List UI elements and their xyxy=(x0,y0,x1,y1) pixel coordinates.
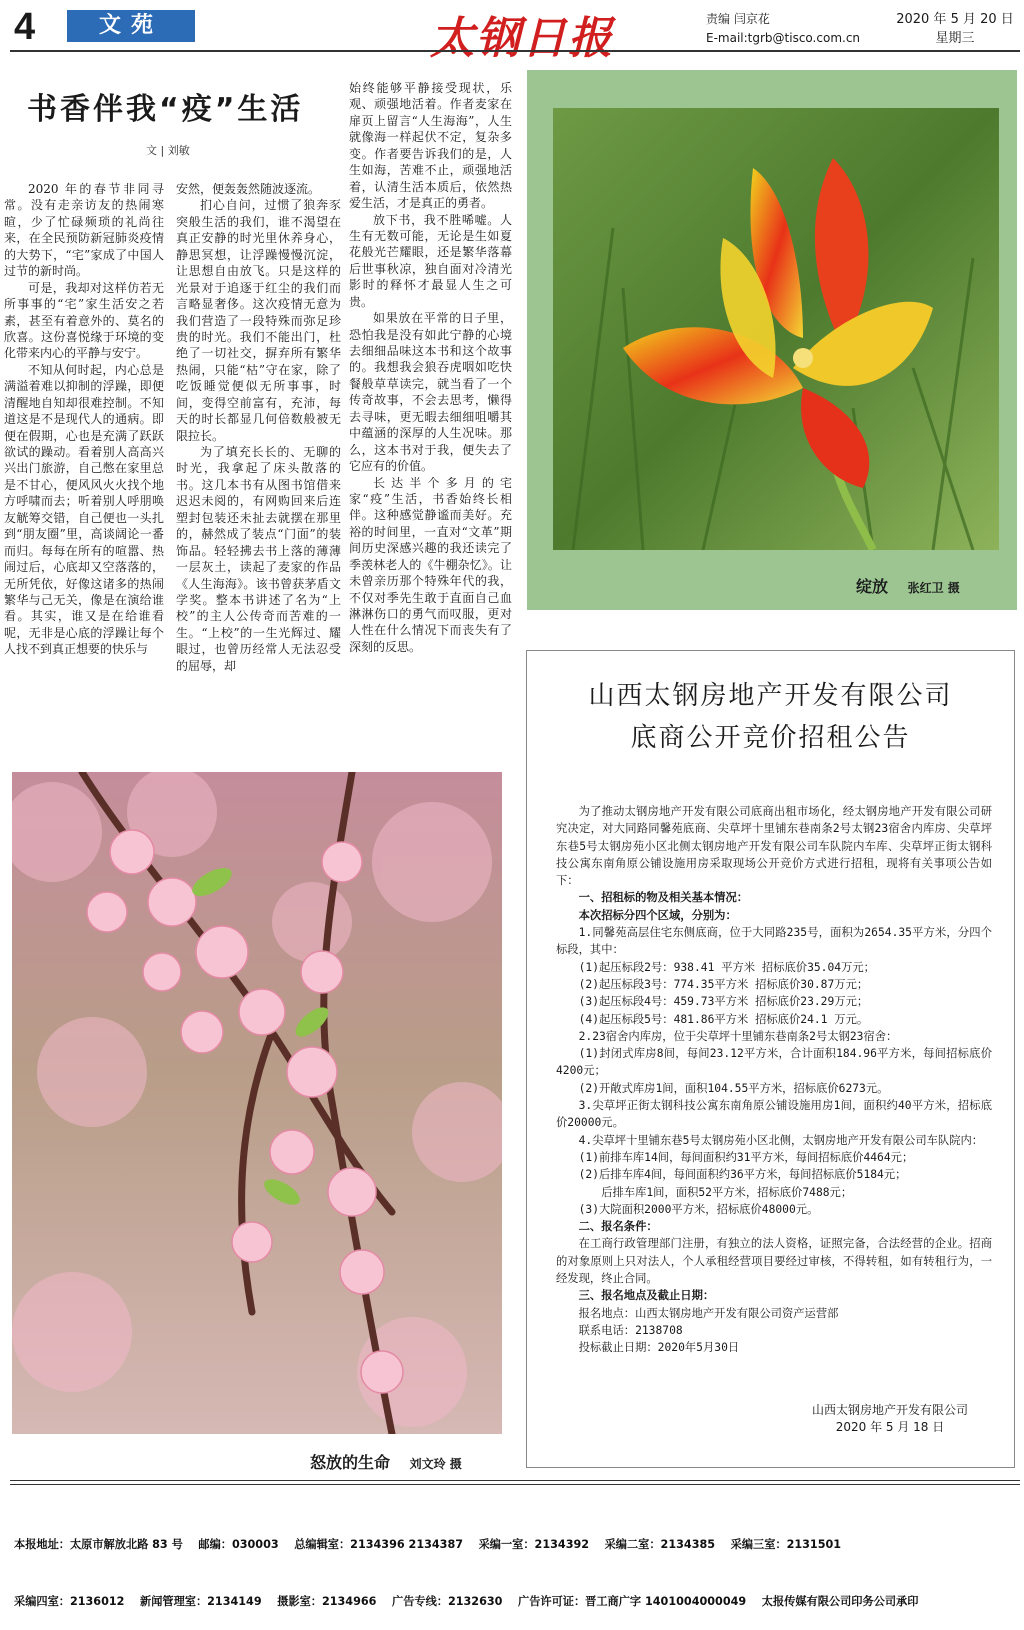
notice-item-2-1: (1)封闭式库房8间，每间23.12平方米，合计面积184.96平方米，每间招标底价4200元； xyxy=(556,1047,992,1078)
notice-signature xyxy=(760,1402,1020,1436)
notice-phone: 联系电话：2138708 xyxy=(578,1323,683,1337)
article-paragraph: 始终能够平静接受现状，乐观、顽强地活着。作者麦家在扉页上留言“人生海海”，人生就像海一样起伏不定，复杂多变。作者要告诉我们的是，人生如海，苦难不止，顽强地活着，认清生活本质后，依然热爱生活，才是真正的勇者。 xyxy=(349,81,512,211)
notice-item-4-2b: 后排车库1间，面积52平方米，招标底价7488元； xyxy=(601,1185,853,1199)
paper-logo: 太钢日报 xyxy=(430,13,614,64)
article-paragraph: 放下书，我不胜唏嘘。人生有无数可能，无论是生如夏花般光芒耀眼，还是繁华落幕后世事秋凉，独自面对冷清光影时的释怀才最显人生之可贵。 xyxy=(349,212,512,309)
notice-sign-date: 2020 年 5 月 18 日 xyxy=(835,1420,945,1434)
notice-item-4-1: (1)前排车库14间，每间面积约31平方米，每间招标底价4464元； xyxy=(578,1150,914,1164)
notice-heading-2: 二、报名条件： xyxy=(578,1220,658,1234)
notice-place: 报名地点：山西太钢房地产开发有限公司资产运营部 xyxy=(578,1306,839,1320)
notice-conditions: 在工商行政管理部门注册，有独立的法人资格，证照完备，合法经营的企业。招商的对象原则上只对法人，个人承租经营项目要经过审核，不得转租，如有转租行为，一经发现，终止合同。 xyxy=(556,1237,992,1286)
footer-rule-2 xyxy=(10,1484,1020,1485)
editor-name: 责编 闫京花 xyxy=(706,12,770,26)
page-number: 4 xyxy=(14,6,36,48)
notice-item-3: 3.尖草坪正街太钢科技公寓东南角原公铺设施用房1间，面积约40平方米，招标底价20000元。 xyxy=(556,1099,992,1130)
tulip-photo xyxy=(553,108,999,550)
blossom-caption xyxy=(310,1450,476,1473)
notice-item-1-2: (2)起压标段3号：774.35平方米 招标底价30.87万元； xyxy=(578,977,869,991)
notice-item-2: 2.23宿舍内库房，位于尖草坪十里铺东巷南条2号太钢23宿舍： xyxy=(578,1029,898,1043)
notice-item-4-3: (3)大院面积2000平方米，招标底价48000元。 xyxy=(578,1202,819,1216)
article-column-2 xyxy=(176,181,341,743)
notice-item-1: 1.同馨苑高层住宅东侧底商，位于大同路235号，面积为2654.35平方米，分四个标段，其中： xyxy=(556,926,992,957)
notice-body xyxy=(556,803,992,1357)
tulip-caption-title: 绽放 xyxy=(856,577,889,596)
article-paragraph: 长达半个多月的宅家“疫”生活，书香始终长相伴。这种感觉静谧而美好。充裕的时间里，一直对“文革”期间历史深感兴趣的我还读完了季羡林老人的《牛棚杂忆》。让未曾亲历那个特殊年代的我，不仅对季先生敢于直面自己血淋淋伤口的勇气而叹服，更对人性在什么情况下而丧失有了深刻的反思。 xyxy=(349,475,512,654)
blossom-photo xyxy=(12,772,502,1434)
issue-date xyxy=(892,10,1018,48)
article-paragraph: 2020 年的春节非同寻常。没有走亲访友的热闹寒暄，少了忙碌频琐的礼尚往来，在全民预防新冠肺炎疫情的大势下，“宅”家成了中国人过节的新时尚。 xyxy=(4,182,164,279)
footer xyxy=(14,1497,1014,1630)
notice-title-line-1: 山西太钢房地产开发有限公司 xyxy=(588,681,953,711)
notice-item-4: 4.尖草坪十里铺东巷5号太钢房苑小区北侧，太钢房地产开发有限公司车队院内： xyxy=(578,1133,984,1147)
article-paragraph: 扪心自问，过惯了狼奔豕突般生活的我们，谁不渴望在真正安静的时光里休养身心，静思冥想，让浮躁慢慢沉淀，让思想自由放飞。只是这样的光景对于追逐于红尘的我们而言略显奢侈。这次疫情无意为我们营造了一段特殊而弥足珍贵的时光。我们不能出门，杜绝了一切社交，摒弃所有繁华热闹，只能“枯”守在家，除了吃饭睡觉便似无所事事，时间，变得空前富有，充沛，每天的时长都显几何倍数般被无限拉长。 xyxy=(176,198,341,443)
notice-item-1-3: (3)起压标段4号：459.73平方米 招标底价23.29万元； xyxy=(578,995,869,1009)
notice-title-line-2: 底商公开竞价招租公告 xyxy=(630,722,911,753)
article-column-3 xyxy=(349,80,512,743)
tulip-caption-credit: 张红卫 摄 xyxy=(907,581,960,595)
blossom-caption-title: 怒放的生命 xyxy=(310,1453,391,1472)
article-paragraph: 为了填充长长的、无聊的时光，我拿起了床头散落的书。这几本书有从图书馆借来迟迟未阅的，有网购回来后连塑封包装还未扯去就摆在那里的，赫然成了装点“门面”的装饰品。轻轻拂去书上落的薄薄一层灰土，读起了麦家的作品《人生海海》。该书曾获茅盾文学奖。整本书讲述了名为“上校”的主人公传奇而苦难的一生。“上校”的一生光辉过、耀眼过，也曾历经常人无法忍受的屈辱，却 xyxy=(176,445,341,673)
notice-item-1-4: (4)起压标段5号：481.86平方米 招标底价24.1 万元。 xyxy=(578,1012,869,1026)
notice-heading-1: 一、招租标的物及相关基本情况： xyxy=(578,891,749,905)
notice-item-4-2: (2)后排车库4间，每间面积约36平方米，每间招标底价5184元； xyxy=(578,1168,907,1182)
section-label: 文苑 xyxy=(67,10,195,42)
notice-deadline: 投标截止日期：2020年5月30日 xyxy=(578,1341,740,1355)
article-paragraph: 安然，便轰轰然随波逐流。 xyxy=(176,182,321,196)
article-title: 书香伴我“疫”生活 xyxy=(27,92,304,127)
article-paragraph: 可是，我却对这样仿若无所事事的“宅”家生活安之若素，甚至有着意外的、莫名的欣喜。这份喜悦缘于环境的变化带来内心的平静与安宁。 xyxy=(4,280,164,361)
notice-sign-org: 山西太钢房地产开发有限公司 xyxy=(811,1403,968,1417)
notice-item-1-1: (1)起压标段2号：938.41 平方米 招标底价35.04万元； xyxy=(578,960,875,974)
article-column-1 xyxy=(4,181,164,743)
article-byline: 文 | 刘敏 xyxy=(146,144,190,157)
editor-email: E-mail:tgrb@tisco.com.cn xyxy=(706,31,861,45)
editor-info xyxy=(706,10,860,48)
article-paragraph: 不知从何时起，内心总是满溢着难以抑制的浮躁，即便清醒地自知却很难控制。不知道这是不是现代人的通病。即便在假期，心也是充满了跃跃欲试的躁动。看着别人高高兴兴出门旅游，自己憋在家里总是不甘心，便风风火火找个地方呼啸而去；听着别人呼朋唤友觥筹交错，自己便也一头扎到“朋友圈”里，高谈阔论一番而归。每每在所有的喧嚣、热闹过后，心底却又空落落的，无所凭依，好像这诸多的热闹繁华与己无关，像是在演给谁看。其实，谁又是在给谁看呢，无非是心底的浮躁让每个人找不到真正想要的快乐与 xyxy=(4,362,164,657)
tulip-caption xyxy=(856,574,974,597)
weekday-text: 星期三 xyxy=(935,31,975,46)
article-paragraph: 如果放在平常的日子里，恐怕我是没有如此宁静的心境去细细品味这本书和这个故事的。我想我会狼吞虎咽如吃快餐般草草读完，就当看了一个传奇故事，不会去思考，懒得去寻味，更无暇去细细咀嚼其中蕴涵的深厚的人生况味。那么，这本书对于我，便失去了它应有的价值。 xyxy=(349,311,512,474)
date-text: 2020 年 5 月 20 日 xyxy=(896,12,1014,27)
blossom-caption-credit: 刘文玲 摄 xyxy=(409,1457,462,1471)
notice-title xyxy=(526,676,1015,759)
notice-intro: 为了推动太钢房地产开发有限公司底商出租市场化，经太钢房地产开发有限公司研究决定，对大同路同馨苑底商、尖草坪十里铺东巷南条2号太钢23宿舍内库房、尖草坪东巷5号太钢房苑小区北侧太钢房地产开发有限公司车队院内车库、尖草坪正街太钢科技公寓东南角原公铺设施用房采取现场公开竞价方式进行招租，现将有关事项公告如下： xyxy=(556,805,992,888)
notice-item-2-2: (2)开敞式库房1间，面积104.55平方米，招标底价6273元。 xyxy=(578,1081,889,1095)
footer-line-2: 采编四室：2136012 新闻管理室：2134149 摄影室：2134966 广告专线：2132630 广告许可证：晋工商广字 1401004000049 太报传媒有限公司印务公司承印 xyxy=(14,1595,919,1608)
footer-rule xyxy=(10,1480,1020,1481)
masthead-rule xyxy=(10,50,1020,52)
notice-heading-1b: 本次招标分四个区域，分别为： xyxy=(578,908,737,922)
notice-heading-3: 三、报名地点及截止日期： xyxy=(578,1289,715,1303)
footer-line-1: 本报地址：太原市解放北路 83 号 邮编：030003 总编辑室：2134396 2134387 采编一室：2134392 采编二室：2134385 采编三室：2131501 xyxy=(14,1538,842,1551)
